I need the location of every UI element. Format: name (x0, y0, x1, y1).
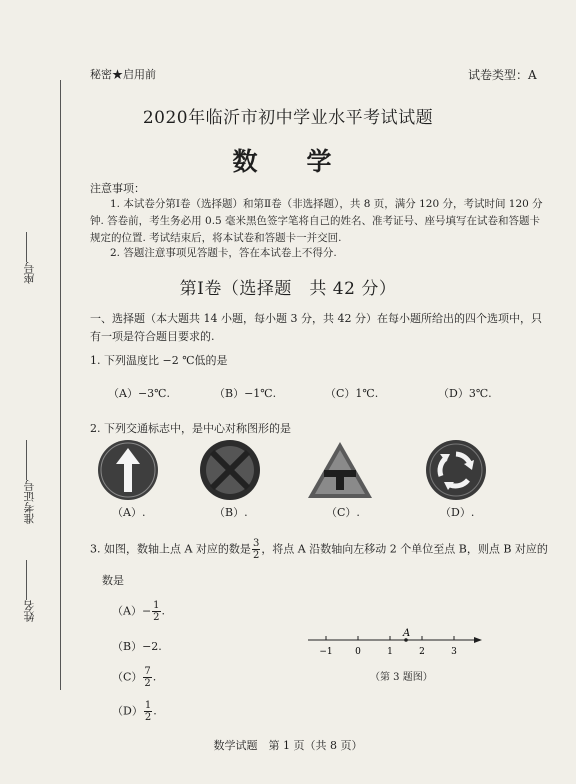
subject-title: 数 学 (232, 147, 344, 176)
q3-option-d-num: 1 (144, 700, 152, 711)
q1-option-c: （C）1℃. (325, 387, 379, 400)
axis-tick-label: 0 (355, 647, 361, 657)
question-2-stem: 2. 下列交通标志中，是中心对称图形的是 (90, 422, 291, 435)
q3-option-c-dot: . (152, 670, 157, 684)
section-title: 第Ⅰ卷（选择题 共 42 分） (179, 279, 397, 299)
q2-label-b: （B）. (214, 506, 248, 519)
q3-frac-num: 3 (252, 538, 260, 549)
seat-label: 座号 (23, 262, 36, 284)
q1-option-a: （A）−3℃. (108, 387, 170, 400)
number-line-figure (306, 626, 486, 666)
q3-fraction-three-halves (252, 538, 260, 561)
figure-3-caption: （第 3 题图） (370, 672, 433, 683)
confidential-mark: 秘密★启用前 (90, 68, 156, 81)
note-item-1: 1. 本试卷分第Ⅰ卷（选择题）和第Ⅱ卷（非选择题），共 8 页，满分 120 分，考试时间 120 分钟. 答卷前，考生务必用 0.5 毫米黑色签字笔将自己的姓名、准考证号、座号填写在试卷和答题卡规定的位置. 考试结束后，将本试卷和答题卡一并交回. (90, 198, 543, 244)
sign-roundabout-icon (424, 438, 488, 502)
q3-option-d-den: 2 (144, 712, 152, 723)
axis-tick-label: 2 (419, 647, 425, 657)
exam-title: 2020年临沂市初中学业水平考试试题 (142, 108, 434, 128)
q3-option-b: （B）−2. (112, 640, 162, 653)
q3-option-d-dot: . (153, 704, 157, 718)
q3-option-c-fraction (143, 666, 151, 689)
axis-tick-label: 1 (387, 647, 393, 657)
q2-label-c: （C）. (326, 506, 360, 519)
exam-number-label: 准考证号 (23, 480, 36, 524)
point-a-label: A (403, 628, 411, 639)
section-instruction: 一、选择题（本大题共 14 小题，每小题 3 分，共 42 分）在每小题所给出的四个选项中，只有一项是符合题目要求的. (90, 312, 542, 343)
seat-underline (26, 232, 27, 262)
question-3-stem (90, 538, 552, 561)
name-underline (26, 560, 27, 600)
q3-option-c (112, 666, 156, 689)
q3-option-c-num: 7 (144, 666, 151, 677)
name-field (22, 560, 38, 622)
q3-stem-part-b: ，将点 A 沿数轴向左移动 2 个单位至点 B，则点 B 对应的 (261, 542, 548, 556)
name-label: 姓名 (23, 600, 36, 622)
paper-type: 试卷类型：A (468, 68, 537, 82)
number-line-ticks (319, 636, 457, 657)
note-item-2: 2. 答题注意事项见答题卡，答在本试卷上不得分. (110, 247, 337, 259)
notes-heading: 注意事项： (90, 182, 145, 195)
q1-option-d: （D）3℃. (438, 387, 492, 400)
q3-option-d-prefix: （D） (112, 704, 143, 718)
q3-option-d-fraction (144, 700, 152, 723)
axis-tick-label: −1 (319, 647, 333, 657)
q3-option-a-dot: . (161, 604, 166, 618)
sign-straight-ahead-icon (96, 438, 160, 502)
q3-option-a-den: 2 (153, 612, 160, 623)
q3-option-c-den: 2 (144, 678, 151, 689)
exam-number-underline (26, 440, 27, 480)
q3-option-a-fraction (152, 600, 160, 623)
q2-label-d: （D）. (440, 506, 475, 519)
axis-tick-label: 3 (451, 647, 457, 657)
q2-label-a: （A）. (112, 506, 146, 519)
exam-number-field (22, 440, 38, 524)
sign-t-junction-icon (306, 440, 374, 500)
q3-stem-part-c: 数是 (102, 574, 124, 587)
q1-option-b: （B）−1℃. (214, 387, 277, 400)
q3-frac-den: 2 (252, 550, 260, 561)
q3-option-a-num: 1 (153, 600, 160, 611)
axis-arrow-icon (474, 637, 482, 643)
q3-option-d (112, 700, 157, 723)
q3-option-c-prefix: （C） (112, 670, 143, 684)
q3-option-a (112, 600, 165, 623)
q3-stem-part-a: 3. 如图，数轴上点 A 对应的数是 (90, 542, 251, 556)
sign-no-stopping-icon (198, 438, 262, 502)
page-footer: 数学试题 第 1 页（共 8 页） (213, 739, 363, 752)
q3-option-a-prefix: （A）− (112, 604, 152, 618)
question-1-stem: 1. 下列温度比 −2 ℃低的是 (90, 354, 228, 367)
